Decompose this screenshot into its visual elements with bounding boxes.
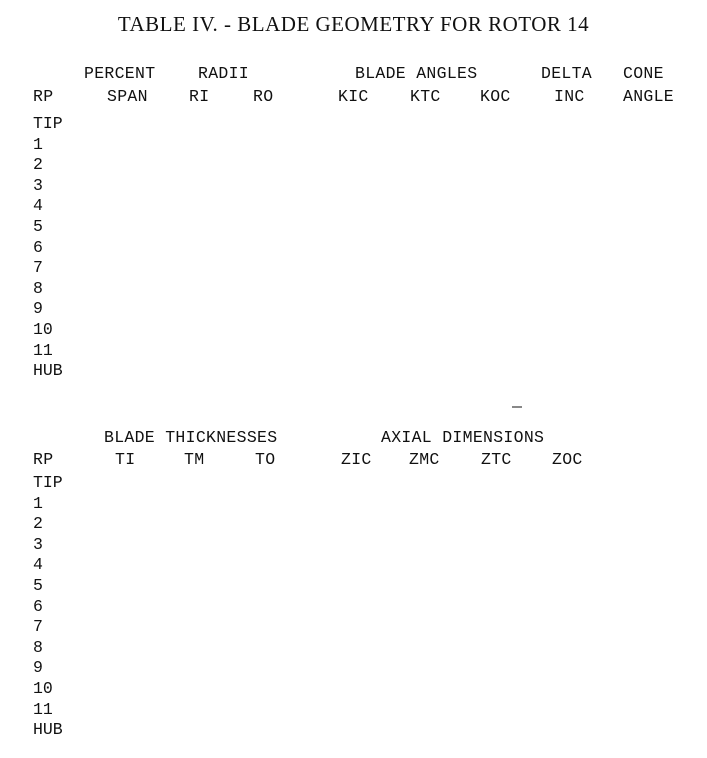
cell-rp: 7 xyxy=(33,258,43,278)
group-header-radii: RADII xyxy=(198,64,250,83)
col-header-koc: KOC xyxy=(480,87,511,106)
print-smudge xyxy=(512,406,522,408)
col-header-ro: RO xyxy=(253,87,274,106)
group-header-percent: PERCENT xyxy=(84,64,156,83)
cell-rp: 1 xyxy=(33,493,43,513)
group-header-axial-dimensions: AXIAL DIMENSIONS xyxy=(381,428,545,447)
col-header-tm: TM xyxy=(184,450,205,469)
cell-rp: 9 xyxy=(33,658,43,678)
cell-rp: 2 xyxy=(33,155,43,175)
cell-rp: 8 xyxy=(33,637,43,657)
cell-rp: 11 xyxy=(33,699,53,719)
group-header-blade-angles: BLADE ANGLES xyxy=(355,64,478,83)
cell-rp: 4 xyxy=(33,196,43,216)
cell-rp: 3 xyxy=(33,534,43,554)
table-title: TABLE IV. - BLADE GEOMETRY FOR ROTOR 14 xyxy=(117,12,590,36)
cell-rp: TIP xyxy=(33,114,63,133)
col-header-rp: RP xyxy=(33,450,54,469)
cell-rp: 6 xyxy=(33,237,43,257)
cell-rp: HUB xyxy=(33,720,63,740)
cell-rp: 6 xyxy=(33,596,43,616)
cell-rp: 9 xyxy=(33,299,43,319)
cell-rp: 5 xyxy=(33,217,43,236)
cell-rp: 4 xyxy=(33,555,43,575)
cell-rp: 10 xyxy=(33,320,53,339)
cell-rp: TIP xyxy=(33,473,63,492)
col-header-ztc: ZTC xyxy=(481,450,512,469)
cell-rp: 11 xyxy=(33,340,53,360)
col-header-ti: TI xyxy=(115,450,136,469)
cell-rp: 5 xyxy=(33,576,43,595)
col-header-ri: RI xyxy=(189,87,210,106)
group-header-cone: CONE xyxy=(623,64,664,83)
col-header-zmc: ZMC xyxy=(409,450,440,469)
col-header-kic: KIC xyxy=(338,87,369,106)
cell-rp: 7 xyxy=(33,617,43,637)
col-header-ktc: KTC xyxy=(410,87,441,106)
cell-rp: 1 xyxy=(33,134,43,154)
col-header-zoc: ZOC xyxy=(552,450,583,469)
cell-rp: 10 xyxy=(33,679,53,698)
cell-rp: 2 xyxy=(33,514,43,534)
cell-rp: 8 xyxy=(33,278,43,298)
group-header-delta: DELTA xyxy=(541,64,593,83)
col-header-span: SPAN xyxy=(107,87,148,106)
group-header-blade-thicknesses: BLADE THICKNESSES xyxy=(104,428,278,447)
col-header-inc: INC xyxy=(554,87,585,106)
cell-rp: HUB xyxy=(33,361,63,381)
col-header-zic: ZIC xyxy=(341,450,372,469)
cell-rp: 3 xyxy=(33,175,43,195)
col-header-angle: ANGLE xyxy=(623,87,675,106)
col-header-rp: RP xyxy=(33,87,54,106)
col-header-to: TO xyxy=(255,450,276,469)
